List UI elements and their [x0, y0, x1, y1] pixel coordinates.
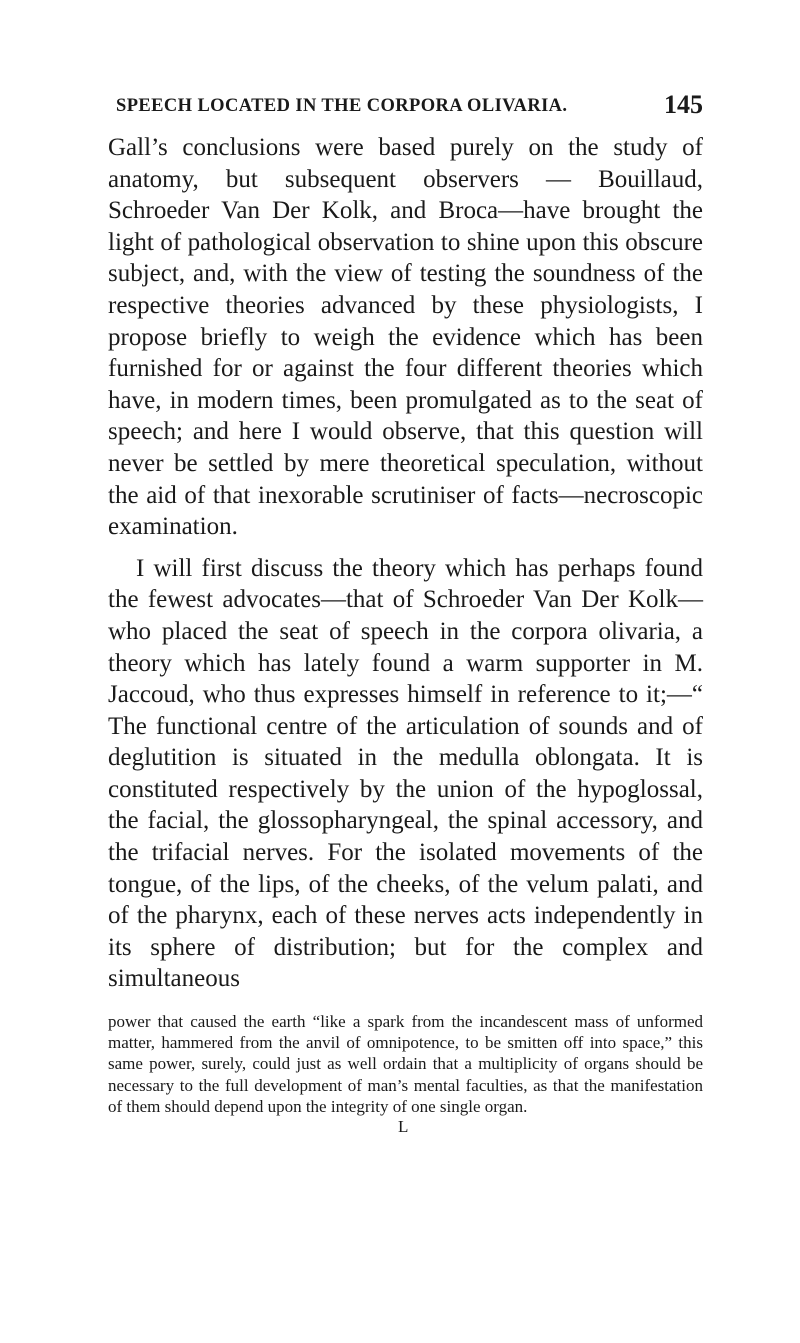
book-page	[108, 92, 703, 1137]
signature-mark: L	[398, 1117, 409, 1137]
page-number: 145	[664, 90, 703, 119]
paragraph-1: Gall’s conclusions were based purely on the study of anatomy, but subsequent observers — Bouillaud, Schroeder Van Der Kolk, and Broca—have brought the light of pathological observation to shine upon this obscure subject, and, with the view of testing the soundness of the respective theories advanced by these physiologists, I propose briefly to weigh the evidence which has been furnished for or against the four different theories which have, in modern times, been promulgated as to the seat of speech; and here I would observe, that this question will never be settled by mere theoretical speculation, without the aid of that inexorable scrutiniser of facts—necroscopic examination.	[108, 134, 703, 541]
paragraph-2: I will first discuss the theory which has perhaps found the fewest advocates—that of Schroeder Van Der Kolk—who placed the seat of speech in the corpora olivaria, a theory which has lately found a warm supporter in M. Jaccoud, who thus expresses himself in reference to it;—“ The functional centre of the articulation of sounds and of deglutition is situated in the medulla oblongata. It is constituted respectively by the union of the hypoglossal, the facial, the glossopharyngeal, the spinal accessory, and the trifacial nerves. For the isolated movements of the tongue, of the lips, of the cheeks, of the velum palati, and of the pharynx, each of these nerves acts independently in its sphere of distribution; but for the complex and simultaneous	[108, 554, 703, 993]
body-text	[108, 132, 703, 995]
page-header	[108, 92, 703, 132]
footnote: power that caused the earth “like a spark from the incandescent mass of unformed matter, hammered from the anvil of omnipotence, to be smitten off into space,” this same power, surely, could just as well ordain that a multiplicity of organs should be necessary to the full development of man’s mental faculties, as that the manifestation of them should depend upon the integrity of one single organ.	[108, 1012, 703, 1116]
running-head: SPEECH LOCATED IN THE CORPORA OLIVARIA.	[116, 96, 568, 116]
